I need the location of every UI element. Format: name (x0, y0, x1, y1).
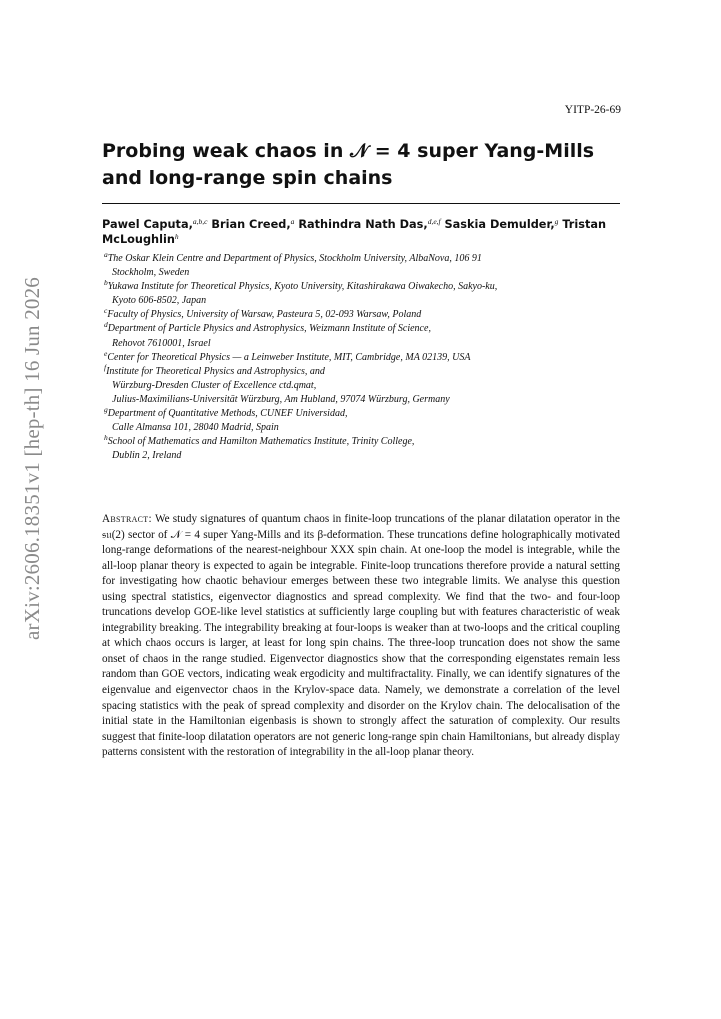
affiliation: $^f$Institute for Theoretical Physics and Astrophysics, and Würzburg-Dresden Cluster of Excellence ctd.qmat, Julius-Maximilians-Universität Würzburg, Am Hubland, 97074 Würzburg, Germany (104, 362, 450, 405)
abstract-label: Abstract: (102, 513, 152, 525)
abstract (102, 512, 620, 761)
author-list (102, 217, 624, 247)
affiliation: $^a$The Oskar Klein Centre and Department of Physics, Stockholm University, AlbaNova, 106 91 Stockholm, Sweden (104, 250, 482, 279)
abstract-text: We study signatures of quantum chaos in finite-loop truncations of the planar dilatation operator in the 𝔰𝔲(2) sector of 𝒩 = 4 super Yang-Mills and its β-deformation. These truncations define holographically motivated long-range deformations of the nearest-neighbour XXX spin chain. At one-loop the model is integrable, while the all-loop planar theory is expected to again be integrable. Finite-loop truncations therefore provide a natural setting for investigating how chaotic behaviour emerges between these two integrable limits. We analyse this question using spectral statistics, eigenvector diagnostics and spread complexity. We find that the two- and four-loop truncations develop GOE-like level statistics at sufficiently large coupling but with features characteristic of weak integrability breaking. The integrability breaking at four-loops is weaker than at two-loops and the critical coupling at which chaos occurs is larger, at least for long spin chains. The three-loop truncation does not show the same onset of chaos in the range studied. Eigenvector diagnostics show that the corresponding eigenstates remain less random than GOE vectors, indicating weak ergodicity and multifractality. Finally, we can identify signatures of the eigenvalue and eigenvector chaos in the Krylov-space data. Namely, we demonstrate a correlation of the level spacing statistics with the peak of spread complexity and disorder on the Krylov chain. The delocalisation of the initial state in the Hamiltonian eigenbasis is shown to strongly affect the saturation of complexity. Our results suggest that finite-loop dilatation operators are not generic long-range spin chain Hamiltonians, but already display patterns consistent with the restoration of integrability in the all-loop planar theory. (102, 513, 620, 759)
affiliation: $^h$School of Mathematics and Hamilton Mathematics Institute, Trinity College, Dublin 2, Ireland (104, 433, 415, 462)
author: Saskia Demulder,$^g$ (444, 217, 559, 231)
affiliation: $^d$Department of Particle Physics and Astrophysics, Weizmann Institute of Science, Rehovot 7610001, Israel (104, 320, 431, 349)
affiliation: $^b$Yukawa Institute for Theoretical Physics, Kyoto University, Kitashirakawa Oiwakecho, Sakyo-ku, Kyoto 606-8502, Japan (104, 278, 498, 307)
report-number: YITP-26-69 (564, 104, 621, 116)
affiliation: $^g$Department of Quantitative Methods, CUNEF Universidad, Calle Almansa 101, 28040 Madrid, Spain (104, 405, 348, 434)
paper-title: Probing weak chaos in 𝒩 = 4 super Yang-Mills and long-range spin chains (102, 140, 595, 189)
author: Tristan McLoughlin$^h$ (102, 218, 607, 246)
affiliation: $^c$Faculty of Physics, University of Warsaw, Pasteura 5, 02-093 Warsaw, Poland (104, 306, 422, 321)
author: Rathindra Nath Das,$^{d,e,f}$ (298, 217, 441, 231)
arxiv-identifier: arXiv:2606.18351v1 [hep-th] 16 Jun 2026 (20, 276, 44, 640)
affiliation-list (104, 252, 624, 463)
author: Pawel Caputa,$^{a,b,c}$ (102, 217, 208, 231)
author: Brian Creed,$^a$ (211, 217, 295, 231)
affiliation: $^e$Center for Theoretical Physics — a Leinweber Institute, MIT, Cambridge, MA 02139, USA (104, 348, 471, 363)
title-rule (102, 203, 620, 204)
